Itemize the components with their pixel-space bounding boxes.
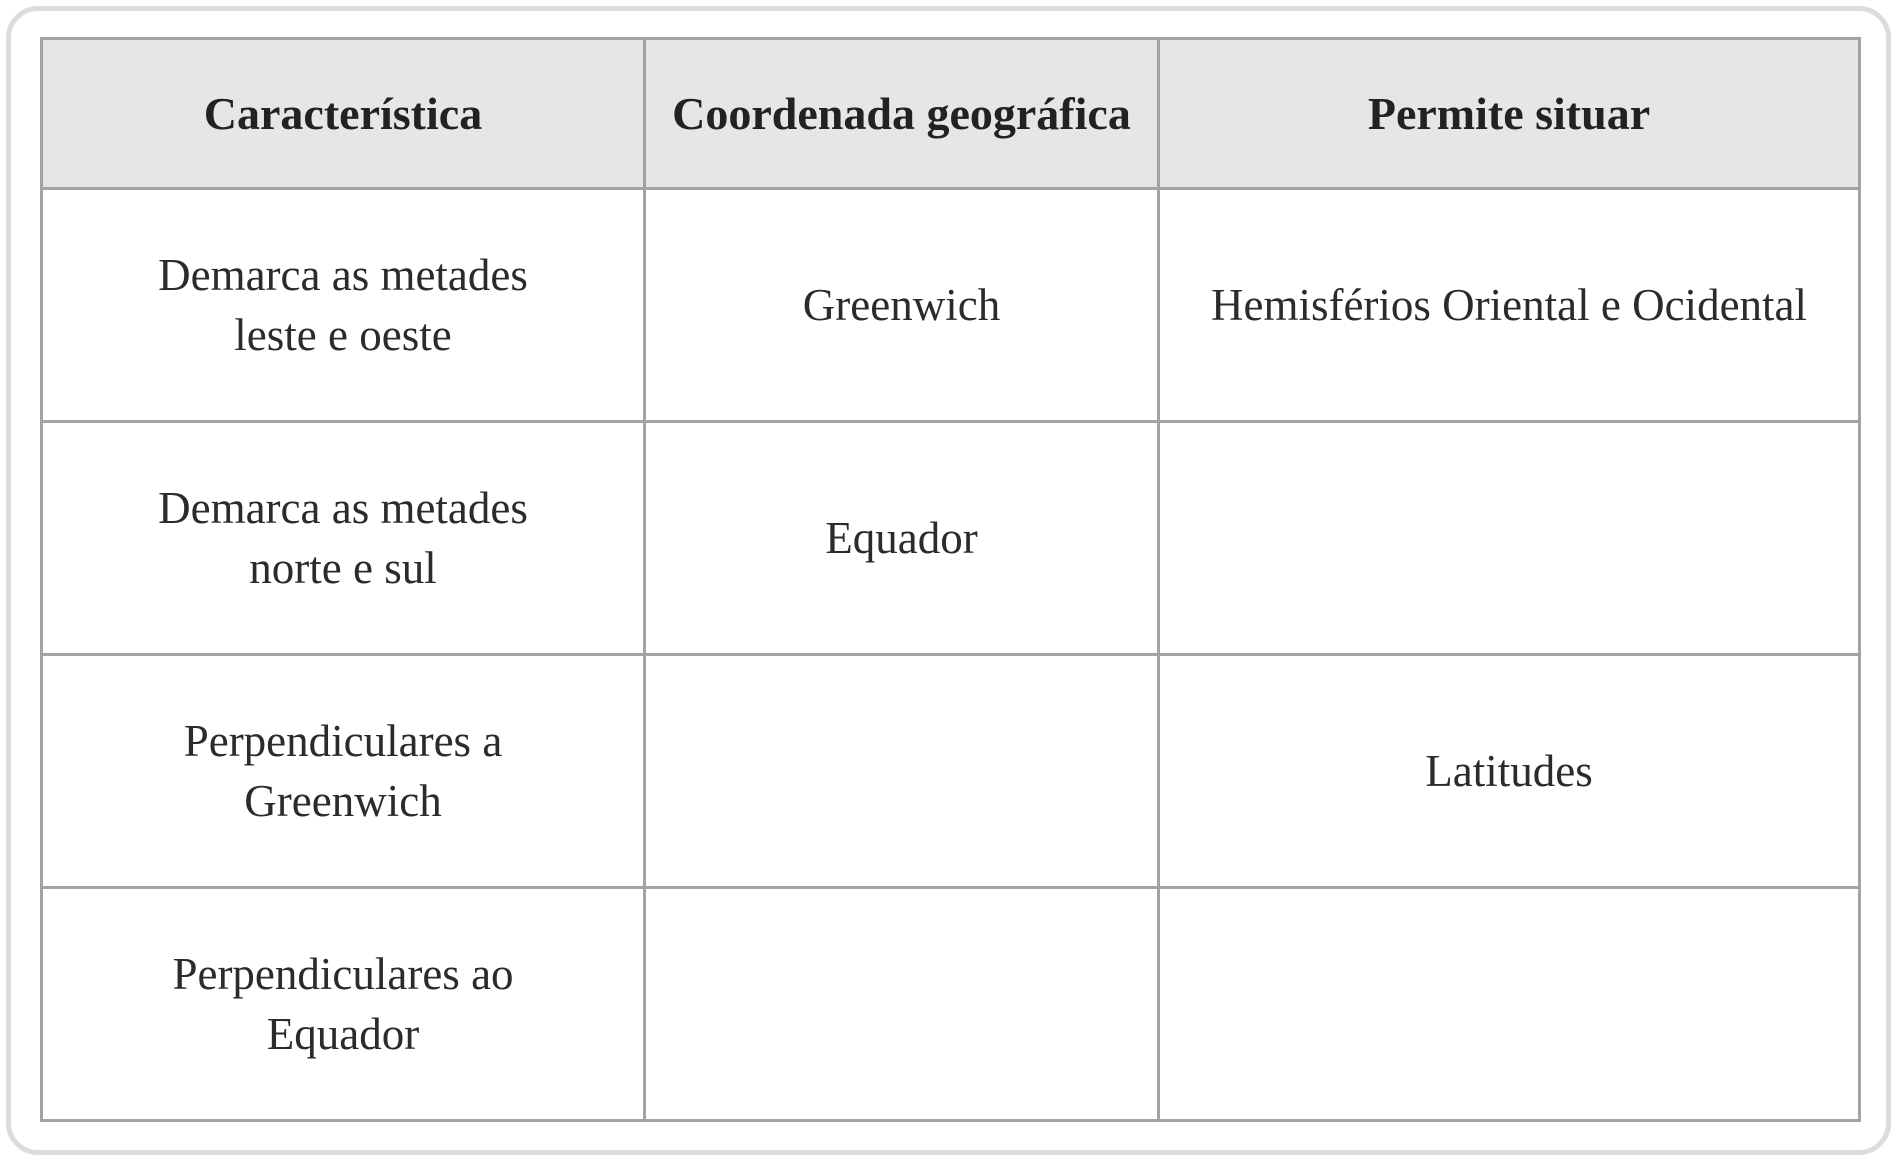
cell-text: Perpendiculares a Greenwich	[183, 716, 503, 826]
header-caracteristica: Característica	[42, 39, 645, 189]
table-row	[42, 189, 1860, 422]
cell-text: Latitudes	[1425, 746, 1593, 796]
cell-coordenada	[645, 189, 1159, 422]
cell-permite-situar	[1159, 655, 1860, 888]
cell-text: Equador	[825, 513, 978, 563]
table-header-row	[42, 39, 1860, 189]
header-coordenada-geografica: Coordenada geográfica	[645, 39, 1159, 189]
table-row	[42, 888, 1860, 1121]
table-row	[42, 422, 1860, 655]
header-permite-situar: Permite situar	[1159, 39, 1860, 189]
table-row	[42, 655, 1860, 888]
cell-caracteristica	[42, 655, 645, 888]
cell-coordenada	[645, 422, 1159, 655]
cell-coordenada	[645, 888, 1159, 1121]
cell-text: Hemisférios Oriental e Ocidental	[1210, 280, 1808, 330]
cell-permite-situar	[1159, 189, 1860, 422]
cell-caracteristica	[42, 888, 645, 1121]
cell-caracteristica	[42, 422, 645, 655]
cell-permite-situar	[1159, 888, 1860, 1121]
cell-permite-situar	[1159, 422, 1860, 655]
cell-caracteristica	[42, 189, 645, 422]
cell-coordenada	[645, 655, 1159, 888]
cell-text: Demarca as metades leste e oeste	[158, 250, 528, 360]
cell-text: Demarca as metades norte e sul	[158, 483, 528, 593]
cell-text: Greenwich	[802, 280, 1001, 330]
coordinates-table	[40, 37, 1861, 1122]
cell-text: Perpendiculares ao Equador	[172, 949, 514, 1059]
